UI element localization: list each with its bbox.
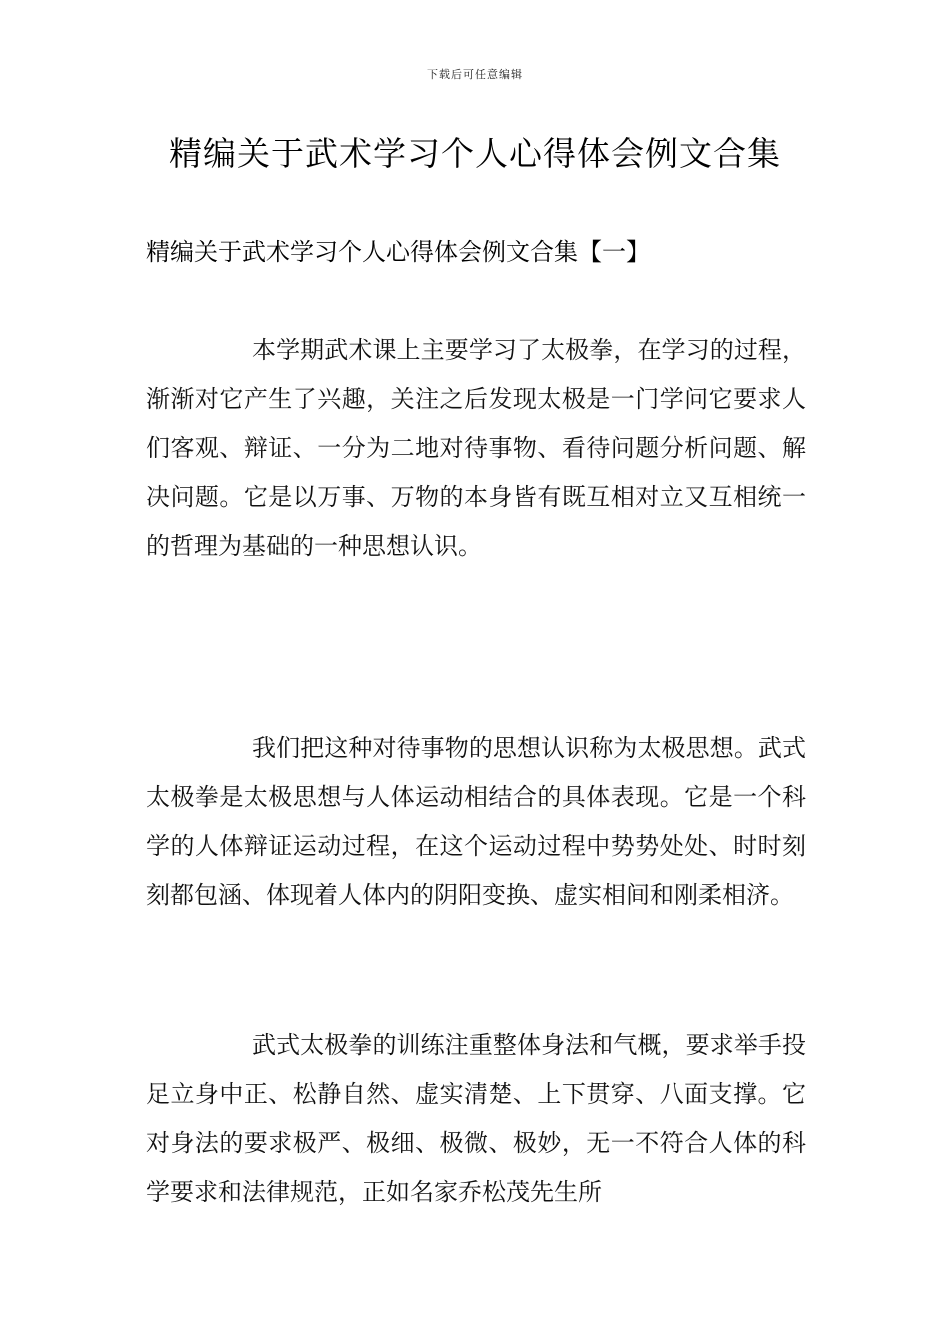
paragraph-3: 武式太极拳的训练注重整体身法和气概，要求举手投足立身中正、松静自然、虚实清楚、上下贯穿、八面支撑。它对身法的要求极严、极细、极微、极妙，无一不符合人体的科学要求和法律规范，正如名家乔松茂先生所 — [146, 1031, 806, 1206]
paragraph-1: 本学期武术课上主要学习了太极拳，在学习的过程，渐渐对它产生了兴趣，关注之后发现太极是一门学问它要求人们客观、辩证、一分为二地对待事物、看待问题分析问题、解决问题。它是以万事、万物的本身皆有既互相对立又互相统一的哲理为基础的一种思想认识。 — [146, 336, 806, 560]
document-title: 精编关于武术学习个人心得体会例文合集 — [169, 134, 781, 173]
paragraph-2: 我们把这种对待事物的思想认识称为太极思想。武式太极拳是太极思想与人体运动相结合的具体表现。它是一个科学的人体辩证运动过程，在这个运动过程中势势处处、时时刻刻都包涵、体现着人体内的阴阳变换、虚实相间和刚柔相济。 — [146, 734, 806, 909]
header-note: 下载后可任意编辑 — [427, 68, 523, 81]
section-title: 精编关于武术学习个人心得体会例文合集【一】 — [146, 238, 650, 266]
